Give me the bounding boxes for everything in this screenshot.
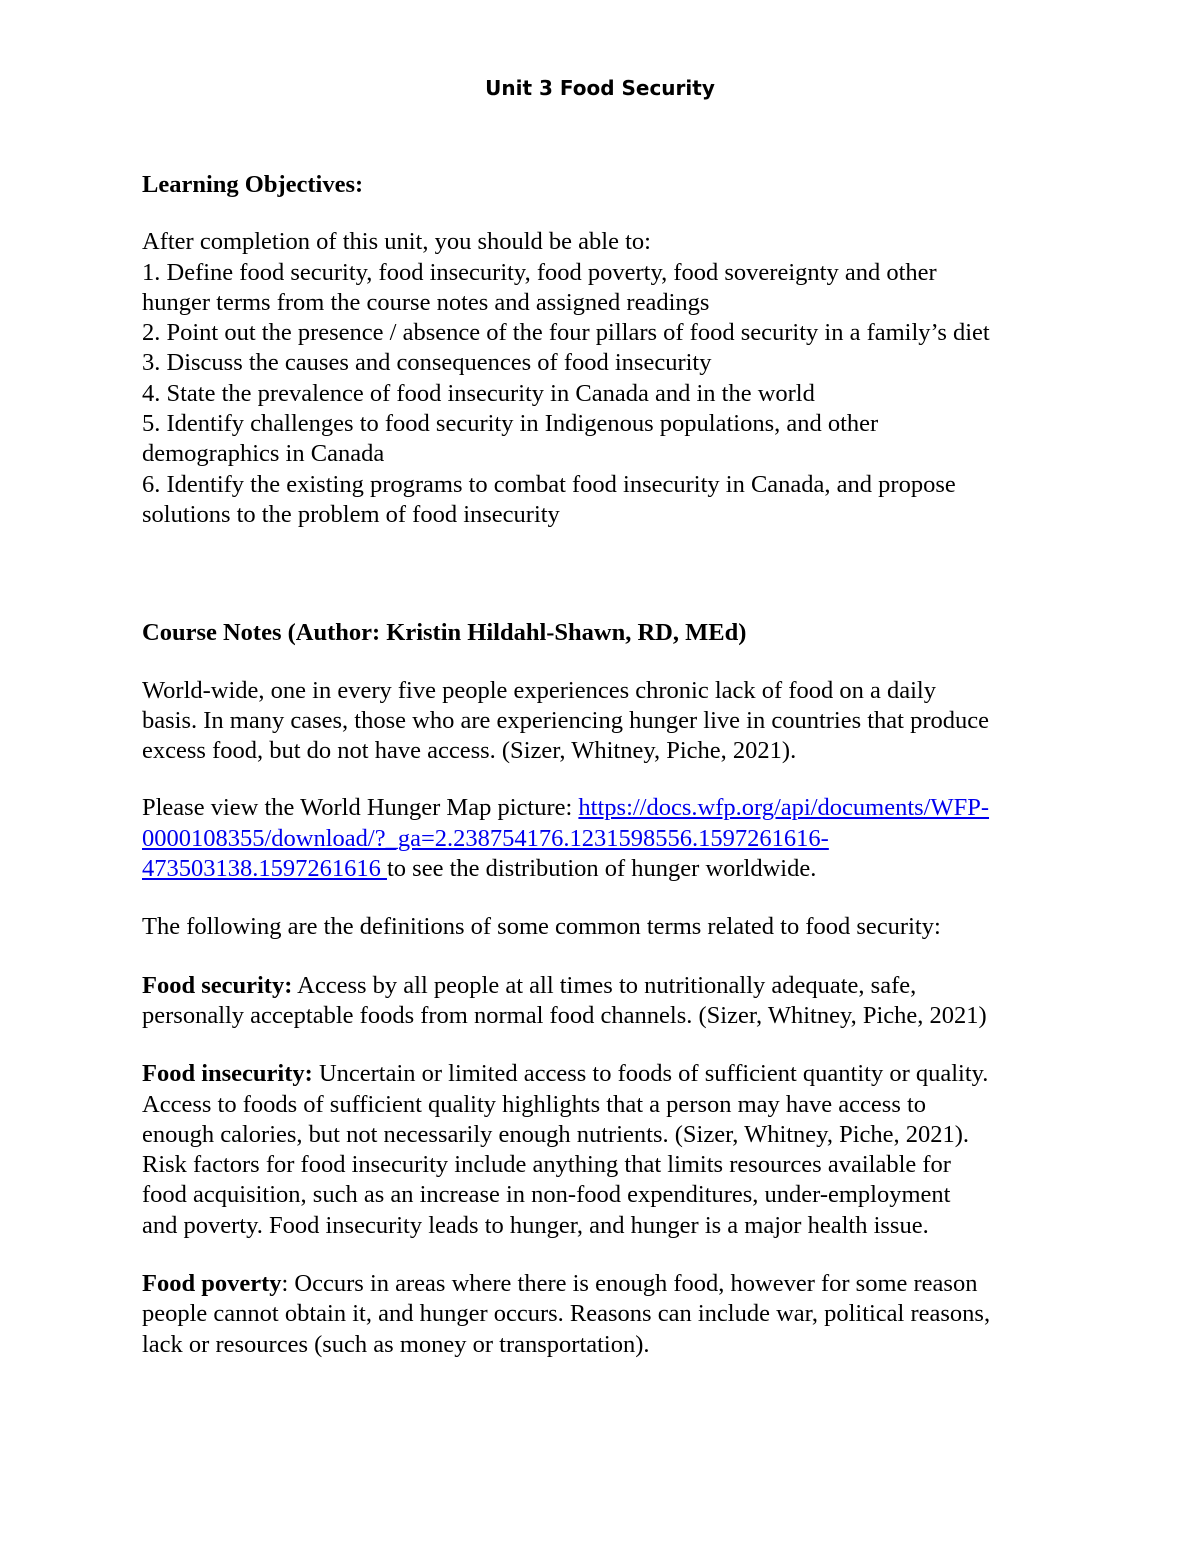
definition-text: food acquisition, such as an increase in non-food expenditures, under-employment bbox=[142, 1181, 951, 1209]
definition-text: people cannot obtain it, and hunger occurs. Reasons can include war, political reasons, bbox=[142, 1300, 991, 1328]
definition-text: lack or resources (such as money or transportation). bbox=[142, 1330, 650, 1358]
objective-line: 2. Point out the presence / absence of the four pillars of food security in a family’s diet bbox=[142, 319, 990, 347]
definition-text: Risk factors for food insecurity include anything that limits resources available for bbox=[142, 1151, 951, 1179]
definition-text: : Occurs in areas where there is enough food, however for some reason bbox=[281, 1270, 978, 1298]
objective-line: 4. State the prevalence of food insecurity in Canada and in the world bbox=[142, 379, 815, 407]
objective-line: 1. Define food security, food insecurity, food poverty, food sovereignty and other bbox=[142, 258, 937, 286]
objective-line: 6. Identify the existing programs to combat food insecurity in Canada, and propose bbox=[142, 470, 956, 498]
world-hunger-map-link[interactable]: https://docs.wfp.org/api/documents/WFP- bbox=[578, 794, 990, 822]
definition-term: Food security: bbox=[142, 971, 293, 999]
definition-text: enough calories, but not necessarily enough nutrients. (Sizer, Whitney, Piche, 2021). bbox=[142, 1120, 970, 1148]
definition-text: personally acceptable foods from normal food channels. (Sizer, Whitney, Piche, 2021) bbox=[142, 1001, 987, 1029]
objective-line: 3. Discuss the causes and consequences of food insecurity bbox=[142, 349, 712, 377]
world-hunger-map-link-cont[interactable]: 0000108355/download/?_ga=2.238754176.1231598556.1597261616- bbox=[142, 824, 829, 852]
intro-paragraph bbox=[142, 676, 1072, 767]
definition-text: Access by all people at all times to nutritionally adequate, safe, bbox=[292, 971, 917, 999]
definition-food-security bbox=[142, 971, 1072, 1032]
learning-objectives-heading: Learning Objectives: bbox=[142, 171, 364, 198]
definition-term: Food insecurity: bbox=[142, 1060, 313, 1088]
paragraph-line: World-wide, one in every five people experiences chronic lack of food on a daily bbox=[142, 676, 936, 704]
definitions-intro: The following are the definitions of some common terms related to food security: bbox=[142, 913, 941, 941]
objective-line: hunger terms from the course notes and assigned readings bbox=[142, 288, 710, 316]
definition-food-poverty bbox=[142, 1269, 1072, 1360]
definition-text: and poverty. Food insecurity leads to hunger, and hunger is a major health issue. bbox=[142, 1211, 929, 1239]
paragraph-line: basis. In many cases, those who are experiencing hunger live in countries that produce bbox=[142, 706, 990, 734]
hunger-map-paragraph bbox=[142, 793, 1072, 884]
map-prefix-text: Please view the World Hunger Map picture: bbox=[142, 794, 579, 822]
objective-line: 5. Identify challenges to food security in Indigenous populations, and other bbox=[142, 410, 879, 438]
page-title: Unit 3 Food Security bbox=[485, 76, 715, 100]
map-suffix-text: to see the distribution of hunger worldwide. bbox=[387, 855, 817, 883]
paragraph-line: excess food, but do not have access. (Sizer, Whitney, Piche, 2021). bbox=[142, 737, 797, 765]
document-body bbox=[142, 170, 1072, 1360]
definition-term: Food poverty bbox=[142, 1270, 282, 1298]
learning-objectives-list bbox=[142, 258, 1072, 531]
course-notes-heading: Course Notes (Author: Kristin Hildahl-Shawn, RD, MEd) bbox=[142, 619, 747, 647]
objective-line: solutions to the problem of food insecurity bbox=[142, 500, 560, 528]
learning-objectives-intro: After completion of this unit, you should be able to: bbox=[142, 228, 651, 256]
definition-food-insecurity bbox=[142, 1059, 1072, 1241]
world-hunger-map-link-end[interactable]: 473503138.1597261616 bbox=[142, 855, 387, 883]
definition-text: Uncertain or limited access to foods of sufficient quantity or quality. bbox=[312, 1060, 989, 1088]
objective-line: demographics in Canada bbox=[142, 440, 385, 468]
definition-text: Access to foods of sufficient quality highlights that a person may have access to bbox=[142, 1090, 927, 1118]
